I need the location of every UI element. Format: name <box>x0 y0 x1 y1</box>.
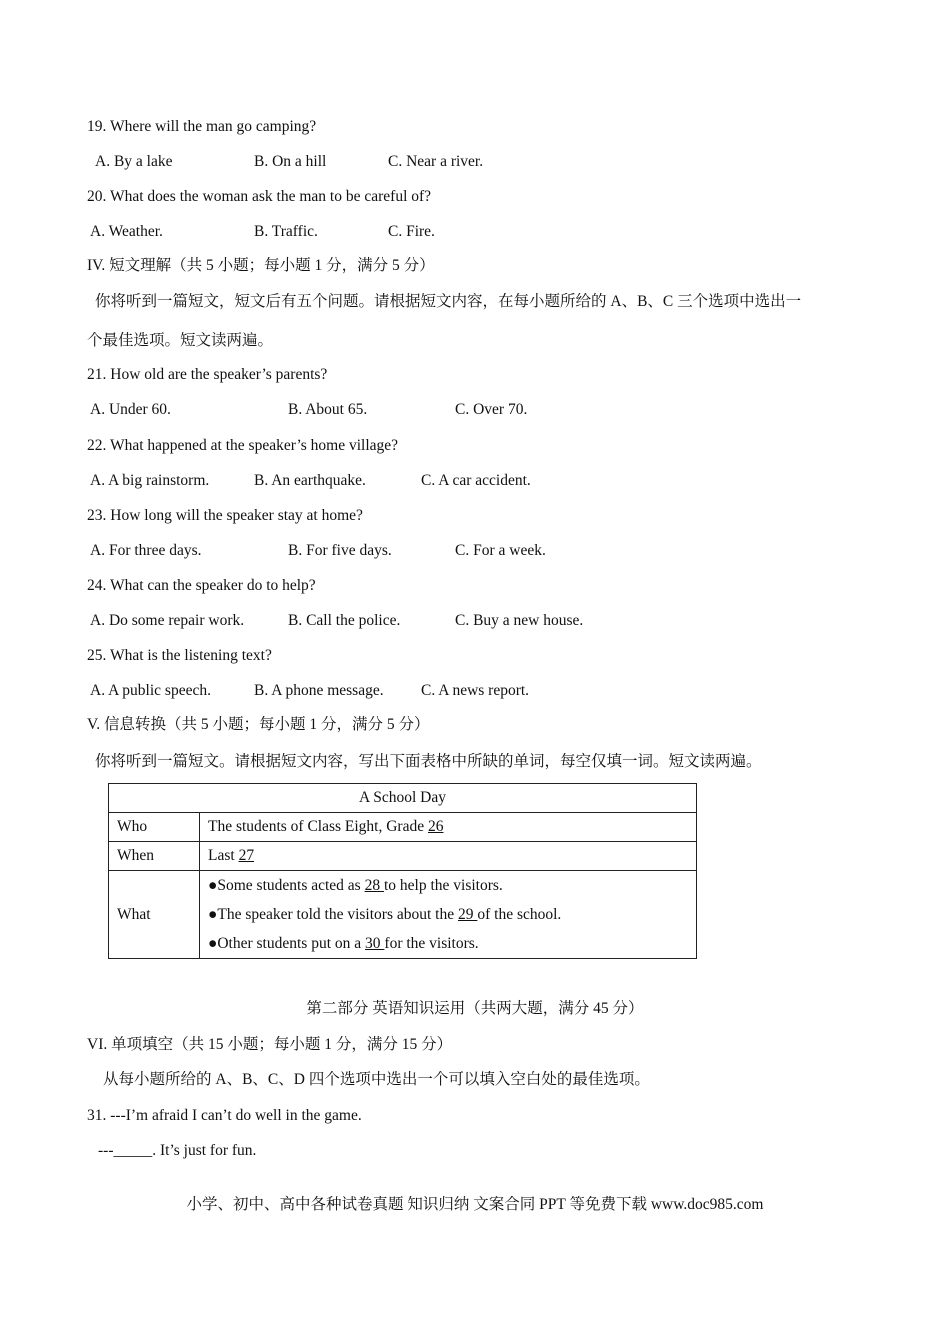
question-23-option-a: A. For three days. <box>90 542 202 559</box>
question-25-option-a: A. A public speech. <box>90 682 211 699</box>
question-25-option-c: C. A news report. <box>421 682 530 699</box>
question-23-option-c: C. For a week. <box>455 542 546 559</box>
question-22-option-b: B. An earthquake. <box>254 472 366 489</box>
question-22-stem: 22. What happened at the speaker’s home village? <box>87 437 399 454</box>
section-5-heading: V. 信息转换（共 5 小题；每小题 1 分，满分 5 分） <box>87 716 430 733</box>
who-text: The students of Class Eight, Grade <box>208 818 428 835</box>
section-4-instruction-line-1: 你将听到一篇短文，短文后有五个问题。请根据短文内容，在每小题所给的 A、B、C 三个选项中选出一 <box>95 293 802 310</box>
what-3-post: for the visitors. <box>384 935 479 952</box>
table-label-who: Who <box>109 813 200 842</box>
question-24-option-c: C. Buy a new house. <box>455 612 584 629</box>
what-1-post: to help the visitors. <box>383 877 503 894</box>
when-text: Last <box>208 847 239 864</box>
question-19-stem: 19. Where will the man go camping? <box>87 118 317 135</box>
what-line-1 <box>208 871 696 900</box>
section-5-instruction: 你将听到一篇短文。请根据短文内容，写出下面表格中所缺的单词，每空仅填一词。短文读两遍。 <box>95 753 762 770</box>
blank-26: 26 <box>427 818 444 835</box>
question-24-option-b: B. Call the police. <box>288 612 401 629</box>
question-22-option-a: A. A big rainstorm. <box>90 472 210 489</box>
table-cell-who <box>200 813 697 842</box>
section-4-heading: IV. 短文理解（共 5 小题；每小题 1 分，满分 5 分） <box>87 257 435 274</box>
question-20-option-c: C. Fire. <box>388 223 435 240</box>
table-label-what: What <box>109 871 200 959</box>
section-4-instruction-line-2: 个最佳选项。短文读两遍。 <box>87 332 274 349</box>
question-31-line-2: ---_____. It’s just for fun. <box>98 1142 257 1159</box>
blank-30: 30 <box>365 935 385 952</box>
what-line-2 <box>208 900 696 929</box>
question-20-stem: 20. What does the woman ask the man to be careful of? <box>87 188 432 205</box>
what-1-pre: ●Some students acted as <box>208 877 365 894</box>
question-20-option-b: B. Traffic. <box>254 223 318 240</box>
question-23-stem: 23. How long will the speaker stay at home? <box>87 507 363 524</box>
page-footer: 小学、初中、高中各种试卷真题 知识归纳 文案合同 PPT 等免费下载 www.doc985.com <box>186 1196 764 1213</box>
question-23-option-b: B. For five days. <box>288 542 392 559</box>
question-21-option-c: C. Over 70. <box>455 401 528 418</box>
what-2-pre: ●The speaker told the visitors about the <box>208 906 458 923</box>
table-cell-when <box>200 842 697 871</box>
question-22-option-c: C. A car accident. <box>421 472 531 489</box>
blank-29: 29 <box>457 906 478 923</box>
question-25-stem: 25. What is the listening text? <box>87 647 272 664</box>
question-24-stem: 24. What can the speaker do to help? <box>87 577 316 594</box>
what-line-3 <box>208 929 696 958</box>
table-label-when: When <box>109 842 200 871</box>
table-title: A School Day <box>109 784 697 813</box>
question-31-line-1: 31. ---I’m afraid I can’t do well in the game. <box>87 1107 362 1124</box>
question-20-option-a: A. Weather. <box>90 223 163 240</box>
table-cell-what <box>200 871 697 959</box>
what-2-post: of the school. <box>477 906 562 923</box>
blank-28: 28 <box>364 877 384 894</box>
question-21-option-b: B. About 65. <box>288 401 368 418</box>
question-19-option-c: C. Near a river. <box>388 153 484 170</box>
question-21-option-a: A. Under 60. <box>90 401 171 418</box>
info-table <box>108 783 697 959</box>
section-6-heading: VI. 单项填空（共 15 小题；每小题 1 分，满分 15 分） <box>87 1036 453 1053</box>
question-19-option-b: B. On a hill <box>254 153 327 170</box>
question-21-stem: 21. How old are the speaker’s parents? <box>87 366 328 383</box>
blank-27: 27 <box>238 847 255 864</box>
question-25-option-b: B. A phone message. <box>254 682 384 699</box>
question-24-option-a: A. Do some repair work. <box>90 612 245 629</box>
section-6-instruction: 从每小题所给的 A、B、C、D 四个选项中选出一个可以填入空白处的最佳选项。 <box>103 1071 650 1088</box>
what-3-pre: ●Other students put on a <box>208 935 366 952</box>
question-19-option-a: A. By a lake <box>95 153 173 170</box>
part-2-heading: 第二部分 英语知识运用（共两大题，满分 45 分） <box>306 1000 644 1017</box>
